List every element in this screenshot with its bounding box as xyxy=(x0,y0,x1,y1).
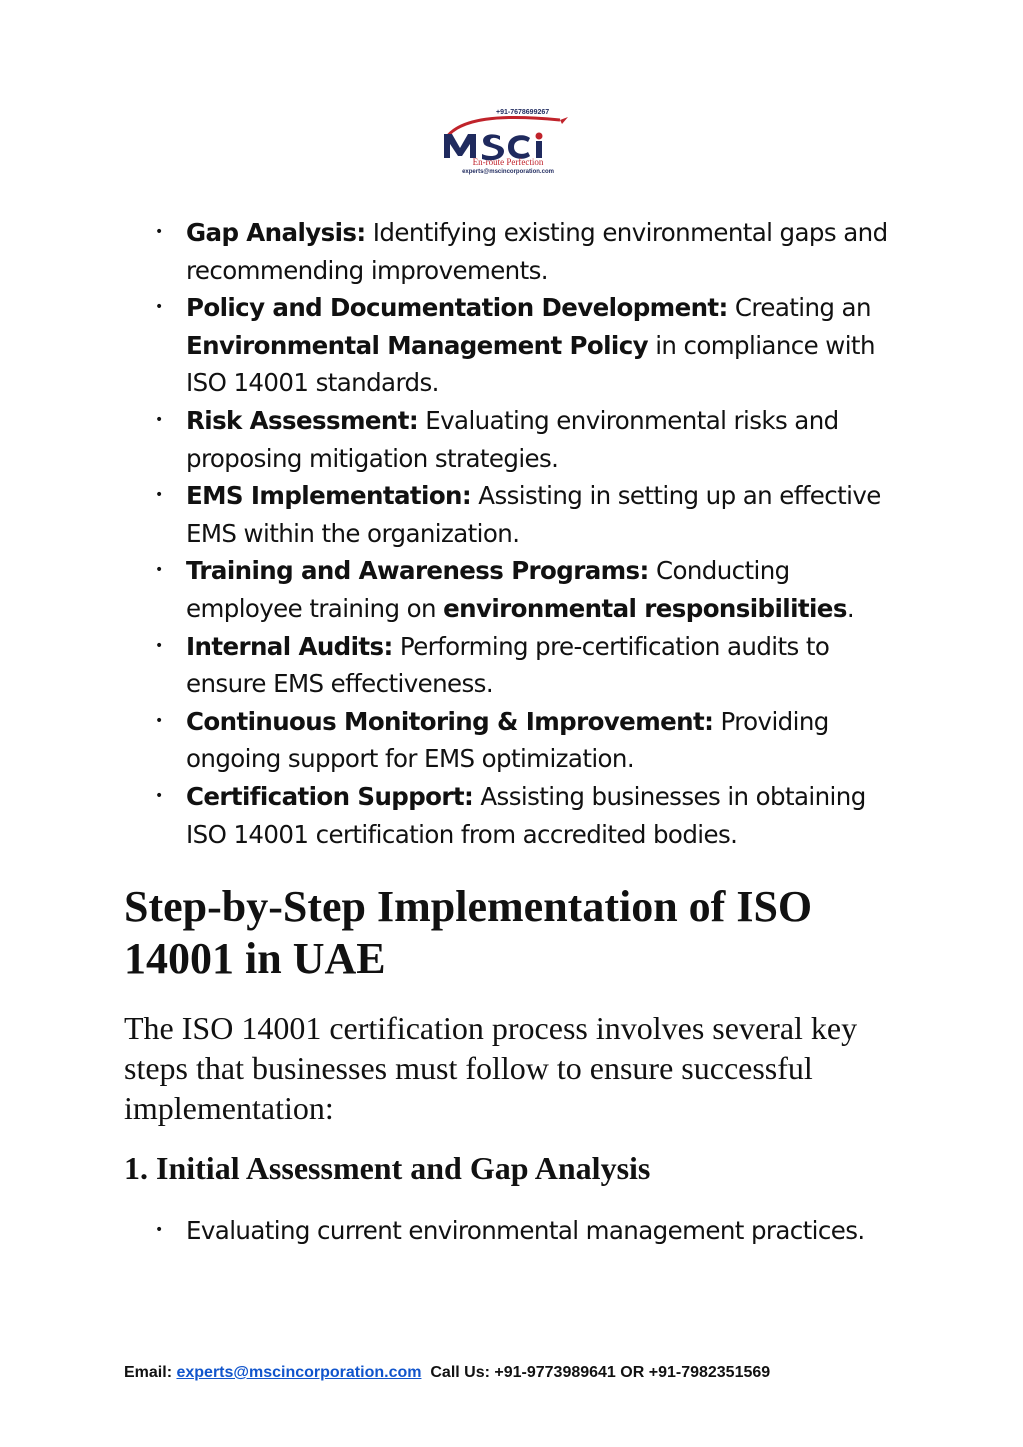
item-text-tail: in compliance with ISO 14001 standards. xyxy=(186,330,875,398)
item-text-tail: . xyxy=(846,593,855,623)
item-term: Gap Analysis: xyxy=(186,218,366,247)
item-term: Certification Support: xyxy=(186,781,474,811)
services-list xyxy=(186,214,906,853)
list-item xyxy=(186,703,906,778)
list-item: • Evaluating current environmental management practices. xyxy=(186,1212,906,1250)
logo-tagline: En-route Perfection xyxy=(472,157,544,167)
page-footer xyxy=(124,1362,770,1384)
item-term: EMS Implementation: xyxy=(186,481,472,511)
list-item xyxy=(186,214,906,289)
list-item xyxy=(186,477,906,552)
section-intro: The ISO 14001 certification process involves several key steps that businesses must follow to ensure successful implementation: xyxy=(124,1010,858,1126)
item-text: Performing pre-certification audits to ensure EMS effectiveness. xyxy=(186,631,830,699)
list-item xyxy=(186,402,906,477)
item-text: Creating an xyxy=(727,293,871,323)
item-text: Assisting in setting up an effective EMS within the organization. xyxy=(186,481,881,548)
item-text: Assisting businesses in obtaining ISO 14001 certification from accredited bodies. xyxy=(186,781,866,849)
footer-call: Call Us: +91-9773989641 OR +91-7982351569 xyxy=(430,1364,771,1381)
msci-logo xyxy=(438,104,588,182)
step-bullets xyxy=(186,1212,906,1250)
list-item xyxy=(186,289,906,402)
item-term: Policy and Documentation Development: xyxy=(186,293,728,323)
item-emphasis: Environmental Management Policy xyxy=(186,330,649,360)
logo-phone: +91-7678699267 xyxy=(496,109,550,116)
list-item xyxy=(186,628,906,703)
logo-email: experts@mscincorporation.com xyxy=(462,169,554,175)
step-heading: 1. Initial Assessment and Gap Analysis xyxy=(124,1150,651,1186)
section-heading: Step-by-Step Implementation of ISO 14001 in UAE xyxy=(124,882,813,983)
item-term: Training and Awareness Programs: xyxy=(186,556,649,586)
item-text: Identifying existing environmental gaps and recommending improvements. xyxy=(186,218,888,285)
item-term: Risk Assessment: xyxy=(186,405,419,435)
footer-email-link[interactable]: experts@mscincorporation.com xyxy=(176,1364,422,1381)
item-term: Continuous Monitoring & Improvement: xyxy=(186,706,714,736)
list-item xyxy=(186,778,906,853)
item-text: Providing ongoing support for EMS optimization. xyxy=(186,706,829,774)
footer-email-label: Email: xyxy=(124,1364,177,1381)
item-emphasis: environmental responsibilities xyxy=(443,593,847,623)
item-text: Evaluating environmental risks and proposing mitigation strategies. xyxy=(186,405,839,473)
list-item xyxy=(186,552,906,627)
item-text: Conducting employee training on xyxy=(186,556,790,623)
item-term: Internal Audits: xyxy=(186,631,393,661)
